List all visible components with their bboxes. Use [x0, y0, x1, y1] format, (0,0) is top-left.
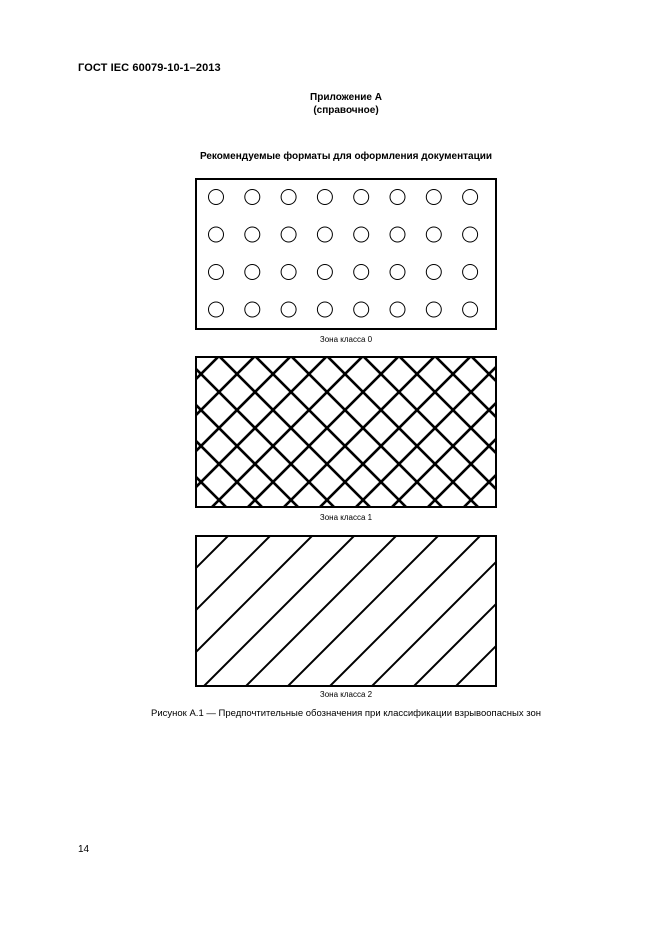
zone-2-label: Зона класса 2 — [319, 690, 373, 699]
document-code: ГОСТ IEC 60079-10-1–2013 — [78, 62, 221, 74]
section-title: Рекомендуемые форматы для оформления документации — [199, 151, 493, 162]
appendix-title: Приложение А — [310, 92, 382, 103]
zone-1-label: Зона класса 1 — [319, 513, 373, 522]
figure-caption: Рисунок А.1 — Предпочтительные обозначения при классификации взрывоопасных зон — [151, 708, 541, 719]
page-number: 14 — [78, 844, 90, 855]
zone-2-pattern — [195, 535, 497, 687]
zone-0-label: Зона класса 0 — [319, 335, 373, 344]
zone-1-pattern — [195, 356, 497, 508]
appendix-subtitle: (справочное) — [313, 105, 379, 116]
zone-0-pattern — [195, 178, 497, 330]
